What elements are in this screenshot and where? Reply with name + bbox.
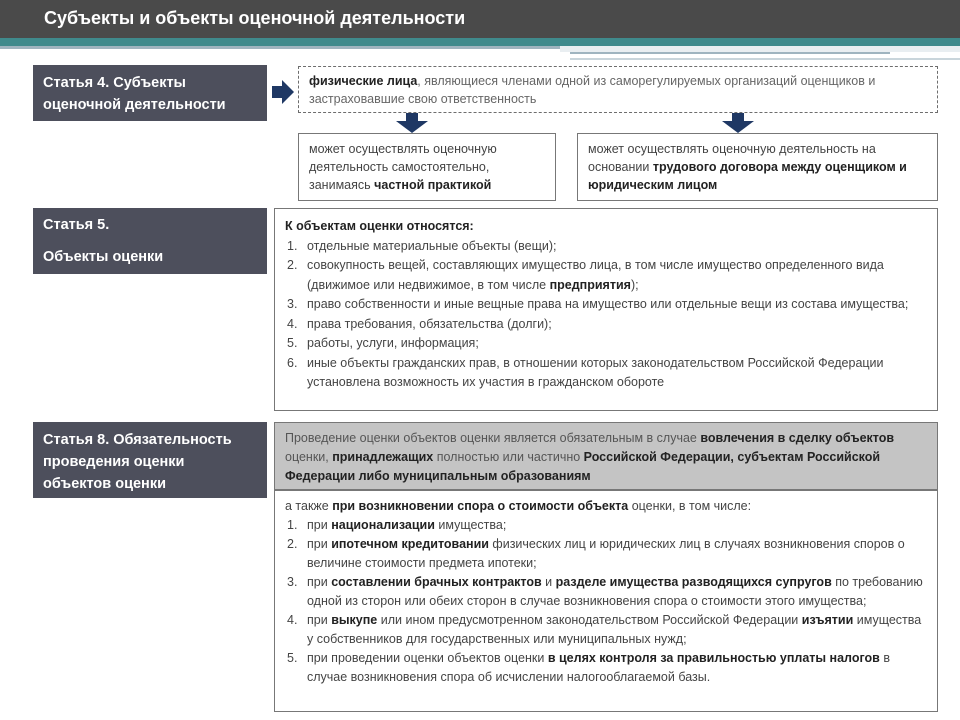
list-item: 5. работы, услуги, информация; bbox=[287, 336, 479, 350]
list-item: 3. право собственности и иные вещные права на имущество или отдельные вещи из состава имущества; bbox=[287, 297, 909, 311]
article5-label-line2: Объекты оценки bbox=[43, 249, 164, 265]
list-item: 5. при проведении оценки объектов оценки в целях контроля за правильностью уплаты налогов в случае возникновения спора об исчислении налогооблагаемой базы. bbox=[287, 651, 890, 684]
private-practice-bold: частной практикой bbox=[374, 178, 492, 192]
list-item: 4. права требования, обязательства (долги); bbox=[287, 316, 552, 331]
article8-label-line3: объектов оценки bbox=[43, 476, 166, 492]
employment-bold: трудового договора между оценщиком и юридическим лицом bbox=[588, 160, 907, 192]
decor-stripe bbox=[0, 46, 560, 49]
list-item: 3. при составлении брачных контрактов и разделе имущества разводящихся супругов по требованию одной из сторон или обеих сторон в случае возникновения спора о стоимости этого имущества; bbox=[287, 575, 923, 608]
list-item: 1. при национализации имущества; bbox=[287, 518, 507, 532]
page-title: Субъекты и объекты оценочной деятельности bbox=[44, 8, 466, 28]
article4-label-line2: оценочной деятельности bbox=[43, 97, 226, 113]
arrow-right-icon bbox=[272, 80, 294, 104]
dispute-list bbox=[285, 516, 927, 687]
list-item: 4. при выкупе или ином предусмотренном законодательством Российской Федерации изъятии имущества у собственников для государственных или муниципальных нужд; bbox=[287, 613, 922, 646]
private-practice-box bbox=[298, 133, 556, 201]
article8-label-line1: Статья 8. Обязательность bbox=[43, 432, 232, 448]
employment-box bbox=[577, 133, 938, 201]
subjects-text: , являющиеся членами одной из саморегулируемых организаций оценщиков и застраховавшие свою ответственность bbox=[309, 74, 876, 106]
article5-label bbox=[33, 208, 267, 274]
list-item: 6. иные объекты гражданских прав, в отношении которых законодательством Российской Федерации установлена возможность их участия в гражданском обороте bbox=[287, 355, 884, 389]
list-item: 1. отдельные материальные объекты (вещи); bbox=[287, 238, 557, 253]
header-accent-band bbox=[0, 38, 960, 46]
objects-list bbox=[285, 237, 927, 393]
objects-heading: К объектам оценки относятся: bbox=[285, 219, 474, 233]
decor-stripe bbox=[570, 58, 960, 60]
article4-label bbox=[33, 65, 267, 121]
header-bar bbox=[0, 0, 960, 38]
dispute-box bbox=[274, 490, 938, 712]
subjects-box bbox=[298, 66, 938, 113]
mandatory-box: Проведение оценки объектов оценки является обязательным в случае вовлечения в сделку объектов оценки, принадлежащих полностью или частично Российской Федерации, субъектам Российской Федерации либо муниципальным образованиям bbox=[274, 422, 938, 490]
article5-label-line1: Статья 5. bbox=[43, 217, 110, 233]
article8-label bbox=[33, 422, 267, 498]
list-item: 2. при ипотечном кредитовании физических лиц и юридических лиц в случаях возникновения споров о величине стоимости предмета ипотеки; bbox=[287, 537, 905, 570]
private-practice-text: может осуществлять оценочную деятельность самостоятельно, занимаясь bbox=[309, 142, 497, 192]
article8-label-line2: проведения оценки bbox=[43, 454, 185, 470]
article4-label-line1: Статья 4. Субъекты bbox=[43, 75, 186, 91]
decor-stripe bbox=[570, 52, 890, 54]
dispute-intro: а также при возникновении спора о стоимости объекта оценки, в том числе: bbox=[285, 499, 752, 513]
subjects-bold: физические лица bbox=[309, 74, 418, 88]
list-item: 2. совокупность вещей, составляющих имущество лица, в том числе имущество определенного вида (движимое или недвижимое, в том числе предприятия); bbox=[287, 258, 884, 292]
objects-box bbox=[274, 208, 938, 411]
arrow-down-icon bbox=[396, 113, 428, 133]
arrow-down-icon bbox=[722, 113, 754, 133]
employment-text: может осуществлять оценочную деятельность на основании bbox=[588, 142, 876, 174]
